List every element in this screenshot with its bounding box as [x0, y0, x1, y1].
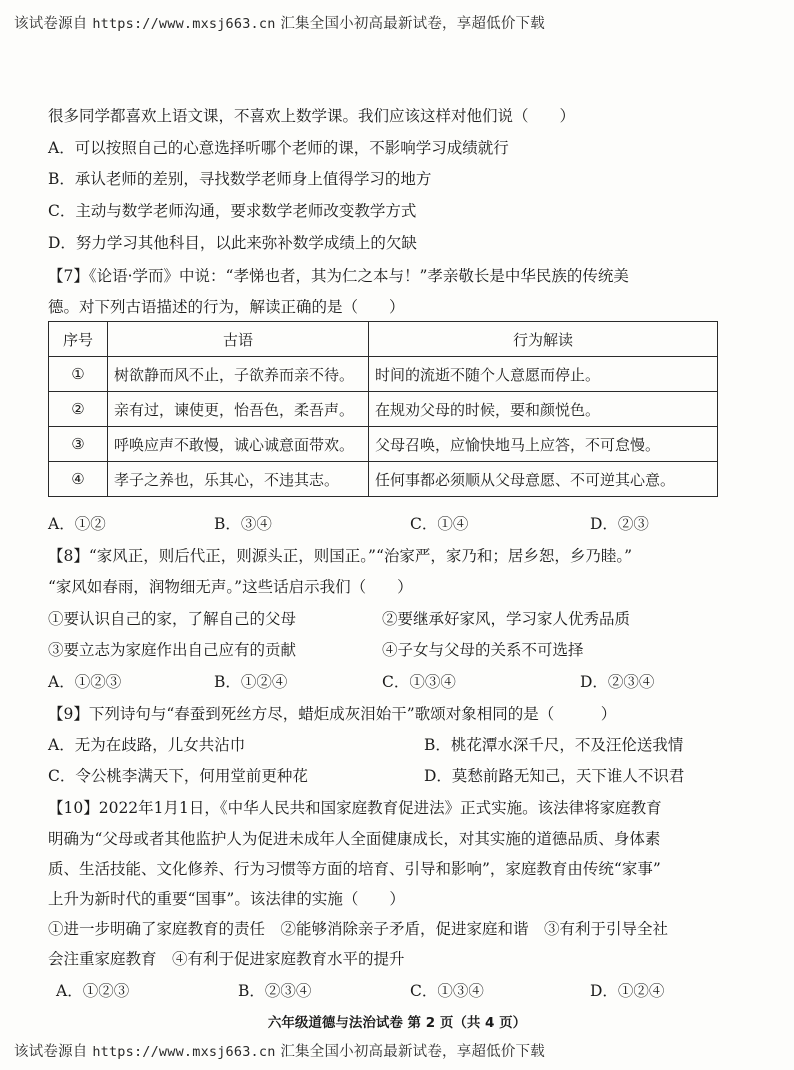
q7-option-a: A．①②	[48, 515, 106, 533]
q10-line4: 上升为新时代的重要“国事”。该法律的实施（ ）	[48, 890, 405, 908]
q6-option-b: B．承认老师的差别，寻找数学老师身上值得学习的地方	[48, 170, 432, 188]
q10-line3: 质、生活技能、文化修养、行为习惯等方面的培育、引导和影响”，家庭教育由传统“家事”	[48, 860, 661, 878]
q7-option-b: B．③④	[214, 515, 272, 533]
q7-table-header	[49, 322, 718, 357]
q10-option-d: D．①②④	[590, 982, 665, 1000]
page-footer: 六年级道德与法治试卷 第 2 页（共 4 页）	[267, 1015, 527, 1031]
q8-statement-3: ③要立志为家庭作出自己应有的贡献	[48, 641, 297, 659]
table-row	[49, 392, 718, 427]
q8-statement-1: ①要认识自己的家，了解自己的父母	[48, 610, 297, 628]
q7-header-no: 序号	[49, 322, 108, 357]
q8-stem-line1: 【8】“家风正，则后代正，则源头正，则国正。”“治家严，家乃和；居乡恕，乡乃睦。”	[48, 547, 633, 565]
q7-row2-no: ②	[49, 392, 108, 427]
q7-row4-no: ④	[49, 462, 108, 497]
banner-url[interactable]: https://www.mxsj663.cn	[92, 1044, 276, 1060]
q8-statement-2: ②要继承好家风，学习家人优秀品质	[382, 610, 631, 628]
q6-option-a: A．可以按照自己的心意选择听哪个老师的课，不影响学习成绩就行	[48, 139, 509, 157]
table-row	[49, 462, 718, 497]
banner-prefix: 该试卷源自	[14, 16, 88, 32]
q8-statement-4: ④子女与父母的关系不可选择	[382, 641, 584, 659]
q8-option-a: A．①②③	[48, 673, 122, 691]
q7-stem-line2: 德。对下列古语描述的行为，解读正确的是（ ）	[48, 298, 405, 316]
q8-option-b: B．①②④	[214, 673, 288, 691]
q9-option-a: A．无为在歧路，儿女共沾巾	[48, 736, 246, 754]
q7-row1-no: ①	[49, 357, 108, 392]
q10-line2: 明确为“父母或者其他监护人为促进未成年人全面健康成长，对其实施的道德品质、身体素	[48, 830, 661, 848]
table-row	[49, 357, 718, 392]
q7-row1-interpretation: 时间的流逝不随个人意愿而停止。	[369, 357, 718, 392]
q7-row2-saying: 亲有过，谏使更，怡吾色，柔吾声。	[108, 392, 369, 427]
table-row	[49, 427, 718, 462]
q9-option-d: D．莫愁前路无知己，天下谁人不识君	[424, 767, 685, 785]
q8-option-c: C．①③④	[382, 673, 456, 691]
q10-line6: 会注重家庭教育 ④有利于促进家庭教育水平的提升	[48, 950, 405, 968]
banner-suffix: 汇集全国小初高最新试卷，享超低价下载	[280, 1044, 545, 1060]
q7-row4-interpretation: 任何事都必须顺从父母意愿、不可逆其心意。	[369, 462, 718, 497]
q9-stem: 【9】下列诗句与“春蚕到死丝方尽，蜡炬成灰泪始干”歌颂对象相同的是（ ）	[48, 705, 617, 723]
q8-option-d: D．②③④	[580, 673, 655, 691]
q10-line5: ①进一步明确了家庭教育的责任 ②能够消除亲子矛盾，促进家庭和谐 ③有利于引导全社	[48, 920, 669, 938]
banner-prefix: 该试卷源自	[14, 1044, 88, 1060]
q7-row1-saying: 树欲静而风不止，子欲养而亲不待。	[108, 357, 369, 392]
q8-stem-line2: “家风如春雨，润物细无声。”这些话启示我们（ ）	[48, 578, 413, 596]
q6-stem: 很多同学都喜欢上语文课，不喜欢上数学课。我们应该这样对他们说（ ）	[48, 107, 576, 125]
q9-option-b: B．桃花潭水深千尺，不及汪伦送我情	[424, 736, 684, 754]
q7-stem-line1: 【7】《论语·学而》中说：“孝悌也者，其为仁之本与！”孝亲敬长是中华民族的传统美	[48, 267, 629, 285]
banner-suffix: 汇集全国小初高最新试卷，享超低价下载	[280, 16, 545, 32]
banner-url[interactable]: https://www.mxsj663.cn	[92, 16, 276, 32]
q10-option-a: A．①②③	[56, 982, 130, 1000]
top-banner	[14, 12, 545, 33]
q10-option-c: C．①③④	[410, 982, 484, 1000]
q7-option-d: D．②③	[590, 515, 649, 533]
q10-line1: 【10】2022年1月1日，《中华人民共和国家庭教育促进法》正式实施。该法律将家庭教育	[48, 799, 662, 817]
q9-option-c: C．令公桃李满天下，何用堂前更种花	[48, 767, 308, 785]
q7-row3-no: ③	[49, 427, 108, 462]
q7-table	[48, 321, 718, 497]
q7-row3-interpretation: 父母召唤，应愉快地马上应答，不可怠慢。	[369, 427, 718, 462]
q7-header-interpretation: 行为解读	[369, 322, 718, 357]
q7-header-saying: 古语	[108, 322, 369, 357]
q7-row2-interpretation: 在规劝父母的时候，要和颜悦色。	[369, 392, 718, 427]
q7-row3-saying: 呼唤应声不敢慢，诚心诚意面带欢。	[108, 427, 369, 462]
q7-option-c: C．①④	[410, 515, 469, 533]
bottom-banner	[14, 1040, 545, 1061]
q10-option-b: B．②③④	[238, 982, 312, 1000]
q6-option-d: D．努力学习其他科目，以此来弥补数学成绩上的欠缺	[48, 234, 417, 252]
q7-row4-saying: 孝子之养也，乐其心，不违其志。	[108, 462, 369, 497]
q6-option-c: C．主动与数学老师沟通，要求数学老师改变教学方式	[48, 202, 417, 220]
